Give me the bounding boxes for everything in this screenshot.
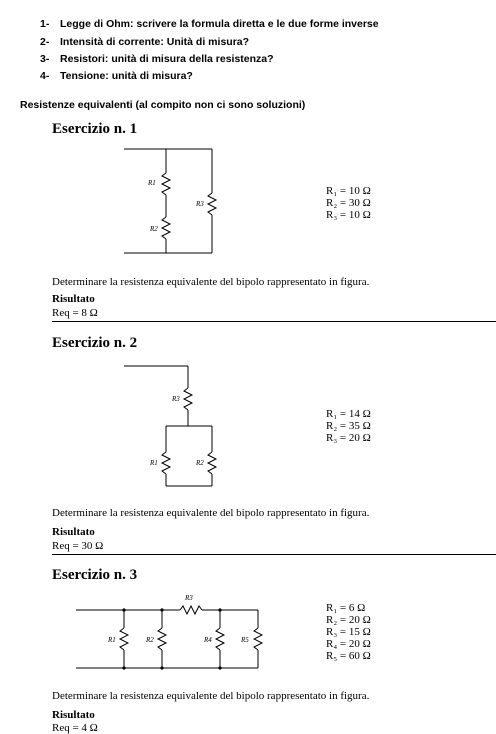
value-r1: R₁ = 6 Ω bbox=[326, 602, 366, 614]
question-number: 3- bbox=[40, 53, 50, 65]
label-r3: R3 bbox=[172, 395, 180, 403]
question-2 bbox=[40, 36, 249, 48]
exercise-3-result: Req = 4 Ω bbox=[52, 722, 98, 734]
question-4 bbox=[40, 70, 193, 82]
exercise-1-task: Determinare la resistenza equivalente del bipolo rappresentato in figura. bbox=[52, 276, 370, 288]
divider bbox=[52, 554, 496, 555]
label-r3: R3 bbox=[196, 200, 204, 208]
question-3 bbox=[40, 53, 274, 65]
question-text: Tensione: unità di misura? bbox=[60, 70, 193, 82]
exercise-1-title: Esercizio n. 1 bbox=[52, 121, 138, 137]
exercise-1-circuit bbox=[110, 145, 220, 265]
value-r3: R₃ = 20 Ω bbox=[326, 432, 371, 444]
exercise-3-task: Determinare la resistenza equivalente del bipolo rappresentato in figura. bbox=[52, 690, 370, 702]
exercise-2-task: Determinare la resistenza equivalente del bipolo rappresentato in figura. bbox=[52, 507, 370, 519]
question-1 bbox=[40, 18, 379, 30]
question-text: Resistori: unità di misura della resistenza? bbox=[60, 53, 274, 65]
label-r1: R1 bbox=[150, 459, 158, 467]
label-r5: R5 bbox=[241, 636, 249, 644]
exercise-2-result-label: Risultato bbox=[52, 526, 95, 538]
question-number: 2- bbox=[40, 36, 50, 48]
divider bbox=[52, 321, 496, 322]
question-text: Legge di Ohm: scrivere la formula diretta e le due forme inverse bbox=[60, 18, 379, 30]
exercise-3-values bbox=[326, 602, 371, 662]
label-r1: R1 bbox=[148, 179, 156, 187]
label-r1: R1 bbox=[108, 636, 116, 644]
exercise-1-result: Req = 8 Ω bbox=[52, 307, 98, 319]
exercise-3-title: Esercizio n. 3 bbox=[52, 567, 138, 583]
exercise-2-values bbox=[326, 408, 371, 444]
question-number: 4- bbox=[40, 70, 50, 82]
label-r2: R2 bbox=[146, 636, 154, 644]
value-r5: R₅ = 60 Ω bbox=[326, 650, 371, 662]
value-r4: R₄ = 20 Ω bbox=[326, 638, 371, 650]
section-title: Resistenze equivalenti (al compito non ci sono soluzioni) bbox=[20, 99, 306, 111]
value-r2: R₂ = 35 Ω bbox=[326, 420, 371, 432]
exercise-2-circuit bbox=[110, 362, 220, 492]
exercise-1-result-label: Risultato bbox=[52, 293, 95, 305]
exercise-2-title: Esercizio n. 2 bbox=[52, 335, 138, 351]
exercise-2-result: Req = 30 Ω bbox=[52, 540, 104, 552]
exercise-3-circuit bbox=[76, 590, 276, 680]
value-r2: R₂ = 20 Ω bbox=[326, 614, 371, 626]
value-r3: R₃ = 10 Ω bbox=[326, 209, 371, 221]
exercise-3-result-label: Risultato bbox=[52, 709, 95, 721]
label-r4: R4 bbox=[204, 636, 212, 644]
question-number: 1- bbox=[40, 18, 50, 30]
exercise-1-values bbox=[326, 185, 371, 221]
value-r1: R₁ = 10 Ω bbox=[326, 185, 371, 197]
value-r1: R₁ = 14 Ω bbox=[326, 408, 371, 420]
label-r3: R3 bbox=[185, 594, 193, 602]
value-r3: R₃ = 15 Ω bbox=[326, 626, 371, 638]
question-text: Intensità di corrente: Unità di misura? bbox=[60, 36, 250, 48]
label-r2: R2 bbox=[150, 225, 158, 233]
label-r2: R2 bbox=[196, 459, 204, 467]
value-r2: R₂ = 30 Ω bbox=[326, 197, 371, 209]
